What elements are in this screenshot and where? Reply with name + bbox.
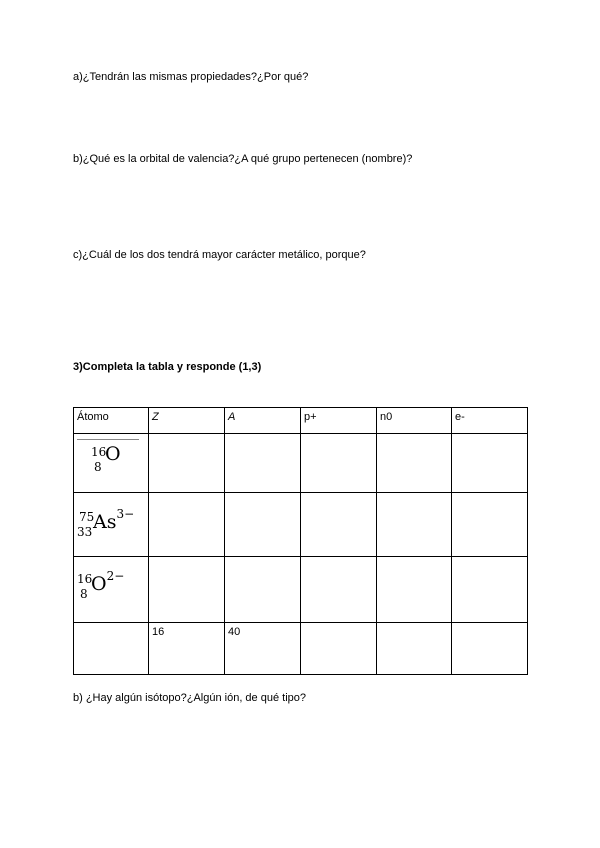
a-cell[interactable] (225, 493, 301, 557)
header-a: A (225, 408, 301, 434)
atom-table (73, 407, 528, 675)
question-b: b)¿Qué es la orbital de valencia?¿A qué grupo pertenecen (nombre)? (73, 153, 413, 165)
z-cell[interactable]: 16 (149, 623, 225, 675)
section-3-title: 3)Completa la tabla y responde (1,3) (73, 361, 262, 373)
nuclide-oxygen-16: 16 8 O (91, 443, 121, 474)
electrons-cell[interactable] (452, 493, 528, 557)
electrons-cell[interactable] (452, 557, 528, 623)
atom-cell[interactable] (74, 623, 149, 675)
header-electrons: e- (452, 408, 528, 434)
table-row (74, 623, 528, 675)
header-atom: Átomo (74, 408, 149, 434)
question-c: c)¿Cuál de los dos tendrá mayor carácter metálico, porque? (73, 249, 366, 261)
neutrons-cell[interactable] (377, 557, 452, 623)
electrons-cell[interactable] (452, 623, 528, 675)
a-cell[interactable] (225, 557, 301, 623)
z-cell[interactable] (149, 493, 225, 557)
protons-cell[interactable] (301, 623, 377, 675)
protons-cell[interactable] (301, 434, 377, 493)
table-row (74, 493, 528, 557)
nuclide-arsenic-ion: 75 33 As3− (77, 507, 135, 539)
a-cell[interactable] (225, 434, 301, 493)
header-neutrons: n0 (377, 408, 452, 434)
table-header-row (74, 408, 528, 434)
atom-cell (74, 557, 149, 623)
table-row (74, 434, 528, 493)
neutrons-cell[interactable] (377, 623, 452, 675)
nuclide-oxide-ion: 16 8 O2− (77, 569, 125, 601)
atom-cell (74, 493, 149, 557)
neutrons-cell[interactable] (377, 493, 452, 557)
protons-cell[interactable] (301, 557, 377, 623)
protons-cell[interactable] (301, 493, 377, 557)
table-row (74, 557, 528, 623)
electrons-cell[interactable] (452, 434, 528, 493)
question-a: a)¿Tendrán las mismas propiedades?¿Por qué? (73, 71, 309, 83)
a-cell[interactable]: 40 (225, 623, 301, 675)
header-z: Z (149, 408, 225, 434)
neutrons-cell[interactable] (377, 434, 452, 493)
atom-cell (74, 434, 149, 493)
question-b2: b) ¿Hay algún isótopo?¿Algún ión, de qué tipo? (73, 692, 306, 704)
z-cell[interactable] (149, 434, 225, 493)
header-protons: p+ (301, 408, 377, 434)
z-cell[interactable] (149, 557, 225, 623)
